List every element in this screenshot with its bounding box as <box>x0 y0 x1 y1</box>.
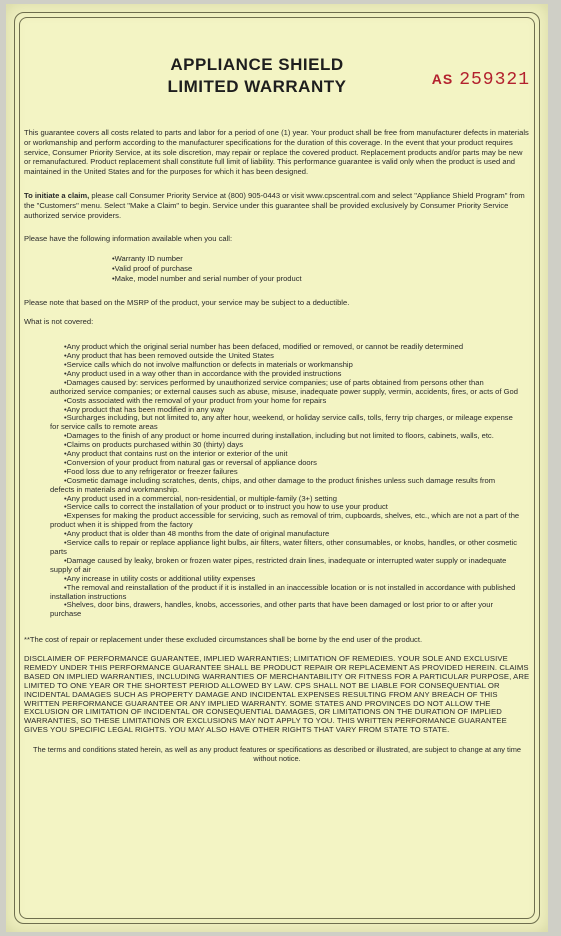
list-item: • Damages caused by: services performed by unauthorized service companies; use of parts obtained from persons other than authorized service companies; or external causes such as abuse, misuse, inadequate power supply, vermin, accidents, fires, or acts of God <box>50 379 520 397</box>
list-item: • Any product that contains rust on the interior or exterior of the unit <box>50 450 520 459</box>
list-item: • Costs associated with the removal of your product from your home for repairs <box>50 397 520 406</box>
list-item: • Make, model number and serial number of your product <box>112 274 530 284</box>
title-line-2: LIMITED WARRANTY <box>167 77 347 96</box>
disclaimer-paragraph: DISCLAIMER OF PERFORMANCE GUARANTEE, IMPLIED WARRANTIES; LIMITATION OF REMEDIES. YOUR SOLE AND EXCLUSIVE REMEDY UNDER THIS PERFORMANCE GUARANTEE SHALL BE PRODUCT REPAIR OR REPLACEMENT AS PROVIDED HEREIN. CLAIMS BASED ON IMPLIED WARRANTIES, INCLUDING WARRANTIES OF MERCHANTABILITY OR FITNESS FOR A PARTICULAR PURPOSE, ARE LIMITED TO ONE YEAR OR THE SHORTEST PERIOD ALLOWED BY LAW. CPS SHALL NOT BE LIABLE FOR CONSEQUENTIAL OR INCIDENTAL DAMAGES SUCH AS PROPERTY DAMAGE AND INCIDENTAL EXPENSES RESULTING FROM ANY BREACH OF THIS WRITTEN PERFORMANCE GUARANTEE OR ANY IMPLIED WARRANTY. SOME STATES AND PROVINCES DO NOT ALLOW THE EXCLUSION OR LIMITATION OF INCIDENTAL OR CONSEQUENTIAL DAMAGES, OR LIMITATIONS ON THE DURATION OF IMPLIED WARRANTIES, SO THESE LIMITATIONS OR EXCLUSIONS MAY NOT APPLY TO YOU. THIS WRITTEN PERFORMANCE GUARANTEE GIVES YOU SPECIFIC LEGAL RIGHTS. YOU MAY ALSO HAVE OTHER RIGHTS THAT VARY FROM STATE TO STATE. <box>24 654 530 735</box>
serial-prefix: AS <box>431 71 454 87</box>
list-item: • Cosmetic damage including scratches, dents, chips, and other damage to the product finishes unless such damage results from defects in materials and workmanship. <box>50 477 520 495</box>
list-item: • Warranty ID number <box>112 254 530 264</box>
not-covered-label: What is not covered: <box>24 317 94 327</box>
list-item: • The removal and reinstallation of the product if it is installed in an inaccessible location or is not installed in accordance with published installation instructions <box>50 584 520 602</box>
list-item: • Expenses for making the product accessible for servicing, such as removal of trim, cupboards, shelves, etc., which are not a part of the product when it is shipped from the factory <box>50 512 520 530</box>
list-item: • Any increase in utility costs or additional utility expenses <box>50 575 520 584</box>
list-item: • Any product that is older than 48 months from the date of original manufacture <box>50 530 520 539</box>
claim-lead: To initiate a claim, <box>24 190 90 200</box>
list-item: • Any product used in a commercial, non-residential, or multiple-family (3+) setting <box>50 495 520 504</box>
list-item: • Service calls which do not involve malfunction or defects in materials or workmanship <box>50 361 520 370</box>
excluded-cost-note: **The cost of repair or replacement under these excluded circumstances shall be borne by the end user of the product. <box>24 635 423 645</box>
have-info-list <box>24 254 530 283</box>
serial-digits: 259321 <box>459 70 530 90</box>
list-item: • Service calls to repair or replace appliance light bulbs, air filters, water filters, other consumables, or knobs, handles, or other cosmetic parts <box>50 539 520 557</box>
claim-text: please call Consumer Priority Service at (800) 905-0443 or visit www.cpscentral.com and select "Appliance Shield Program" from the "Customers" menu. Select "Make a Claim" to begin. Service under this guarantee shall be provided exclusively by Consumer Priority Service authorized service providers. <box>24 190 525 220</box>
list-item: • Any product that has been modified in any way <box>50 406 520 415</box>
list-item: • Service calls to correct the installation of your product or to instruct you how to use your product <box>50 503 520 512</box>
exclusions-list <box>24 343 530 619</box>
list-item: • Any product used in a way other than in accordance with the provided instructions <box>50 370 520 379</box>
page-title <box>0 54 530 98</box>
list-item: • Damage caused by leaky, broken or frozen water pipes, restricted drain lines, inadequate or interrupted water supply or inadequate supply of air <box>50 557 520 575</box>
list-item: • Damages to the finish of any product or home incurred during installation, including but not limited to floors, cabinets, walls, etc. <box>50 432 520 441</box>
list-item: • Valid proof of purchase <box>112 264 530 274</box>
list-item: • Food loss due to any refrigerator or freezer failures <box>50 468 520 477</box>
list-item: • Any product that has been removed outside the United States <box>50 352 520 361</box>
list-item: • Claims on products purchased within 30 (thirty) days <box>50 441 520 450</box>
intro-paragraph: This guarantee covers all costs related to parts and labor for a period of one (1) year. Your product shall be free from manufacturer defects in materials or workmanship and perform according to the manufacturer specifications for the duration of this coverage. In the event that your product requires service, Consumer Priority Service, at its sole discretion, may repair or replace the covered product. Replacement products and/or parts may be new or remanufactured. Product replacement shall constitute full limit of liability. This performance guarantee is valid only when the product is used and maintained in the United States and for the purposes for which it has been designed. <box>24 128 529 177</box>
msrp-note: Please note that based on the MSRP of the product, your service may be subject to a deductible. <box>24 297 350 307</box>
warranty-content <box>24 54 530 763</box>
list-item: • Conversion of your product from natural gas or reversal of appliance doors <box>50 459 520 468</box>
have-info-label: Please have the following information available when you call: <box>24 234 233 244</box>
claim-paragraph <box>24 191 530 220</box>
terms-note: The terms and conditions stated herein, as well as any product features or specifications as described or illustrated, are subject to change at any time without notice. <box>32 745 522 764</box>
list-item: • Any product which the original serial number has been defaced, modified or removed, or cannot be readily determined <box>50 343 520 352</box>
list-item: • Shelves, door bins, drawers, handles, knobs, accessories, and other parts that have been damaged or lost prior to or after your purchase <box>50 601 520 619</box>
list-item: • Surcharges including, but not limited to, any after hour, weekend, or holiday service calls, tolls, ferry trip charges, or mileage expense for service calls to remote areas <box>50 414 520 432</box>
warranty-card <box>6 4 548 932</box>
title-line-1: APPLIANCE SHIELD <box>170 55 344 74</box>
